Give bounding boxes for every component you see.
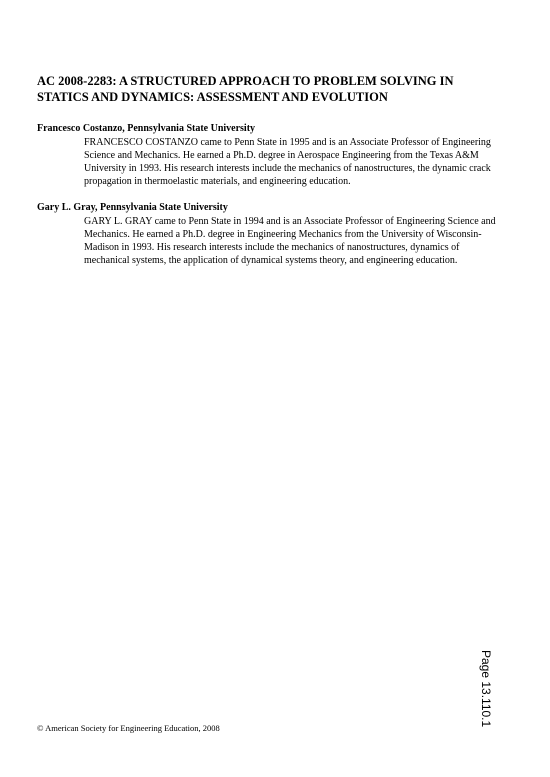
copyright-notice: © American Society for Engineering Education, 2008: [37, 723, 220, 733]
author-name: Francesco Costanzo, Pennsylvania State University: [37, 123, 256, 134]
author-entry: [37, 123, 507, 188]
author-bio: GARY L. GRAY came to Penn State in 1994 and is an Associate Professor of Engineering Science and Mechanics. He earned a Ph.D. degree in Engineering Mechanics from the University of Wisconsin-Madison in 1993. His research interests include the mechanics of nanostructures, dynamics of mechanical systems, the application of dynamical systems theory, and engineering education.: [84, 215, 496, 267]
author-bio: FRANCESCO COSTANZO came to Penn State in 1995 and is an Associate Professor of Engineering Science and Mechanics. He earned a Ph.D. degree in Aerospace Engineering from the Texas A&M University in 1993. His research interests include the mechanics of nanostructures, the dynamic crack propagation in thermoelastic materials, and engineering education.: [84, 136, 491, 188]
author-name: Gary L. Gray, Pennsylvania State University: [37, 202, 228, 213]
page-number-stamp: Page 13.110.1: [479, 650, 493, 728]
paper-title: AC 2008-2283: A STRUCTURED APPROACH TO PROBLEM SOLVING IN STATICS AND DYNAMICS: ASSESSMENT AND EVOLUTION: [37, 74, 454, 104]
author-entry: [37, 202, 507, 267]
